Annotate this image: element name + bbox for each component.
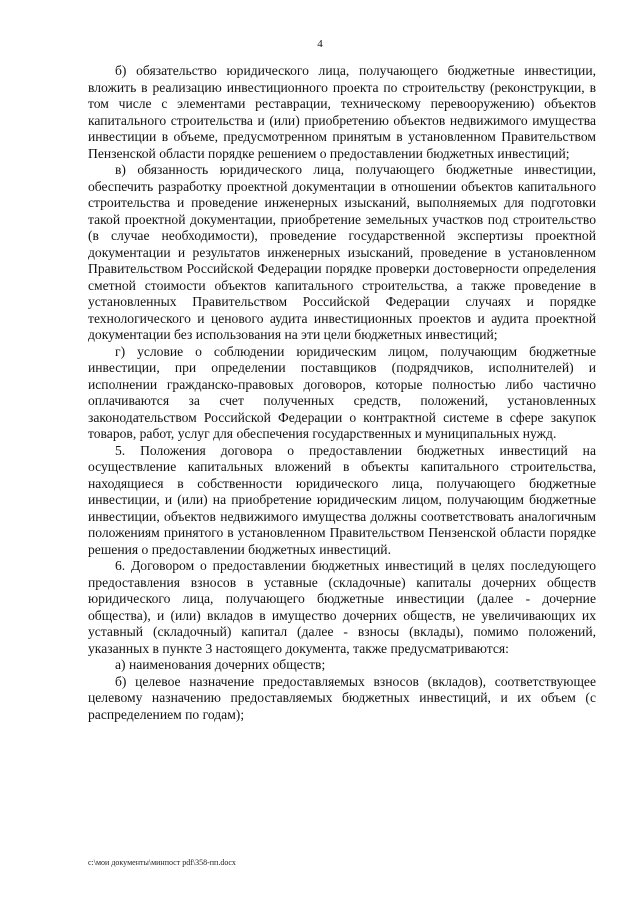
- page-number: 4: [317, 38, 323, 50]
- paragraph-6b: б) целевое назначение предоставляемых взносов (вкладов), соответствующее целевому назначению предоставляемых бюджетных инвестиций, и их объем (с распределением по годам);: [88, 673, 596, 722]
- document-body: [88, 63, 596, 723]
- paragraph-b-obligation: б) обязательство юридического лица, получающего бюджетные инвестиции, вложить в реализацию инвестиционного проекта по строительству (реконструкции, в том числе с элементами реставрации, техническому перевооружению) объектов капитального строительства и (или) приобретению объектов недвижимого имущества инвестиции в объеме, предусмотренном принятым в установленном Правительством Пензенской области порядке решением о предоставлении бюджетных инвестиций;: [88, 63, 596, 161]
- paragraph-g-condition: г) условие о соблюдении юридическим лицом, получающим бюджетные инвестиции, при определении поставщиков (подрядчиков, исполнителей) и исполнении гражданско-правовых договоров, которые полностью либо частично оплачиваются за счет полученных средств, положений, установленных законодательством Российской Федерации о контрактной системе в сфере закупок товаров, работ, услуг для обеспечения государственных и муниципальных нужд.: [88, 343, 596, 441]
- paragraph-5: 5. Положения договора о предоставлении бюджетных инвестиций на осуществление капитальных вложений в объекты капитального строительства, находящиеся в собственности юридического лица, получающего бюджетные инвестиции, и (или) на приобретение юридическим лицом, получающим бюджетные инвестиции, объектов недвижимого имущества должны соответствовать аналогичным положениям принятого в установленном Правительством Пензенской области порядке решения о предоставлении бюджетных инвестиций.: [88, 442, 596, 557]
- paragraph-6a: а) наименования дочерних обществ;: [115, 657, 326, 672]
- file-path-footer: c:\мои документы\минпост pdf\358-пп.docx: [88, 858, 236, 867]
- paragraph-6: 6. Договором о предоставлении бюджетных инвестиций в целях последующего предоставления взносов в уставные (складочные) капиталы дочерних обществ юридического лица, получающего бюджетные инвестиции (далее - дочерние общества), и (или) вкладов в имущество дочерних обществ, не увеличивающих их уставный (складочный) капитал (далее - взносы (вклады), помимо положений, указанных в пункте 3 настоящего документа, также предусматриваются:: [88, 558, 596, 656]
- paragraph-v-duty: в) обязанность юридического лица, получающего бюджетные инвестиции, обеспечить разработку проектной документации в отношении объектов капитального строительства и проведение инженерных изысканий, выполняемых для подготовки такой проектной документации, приобретение земельных участков под строительство (в случае необходимости), проведение государственной экспертизы проектной документации и результатов инженерных изысканий, проведение в установленном Правительством Российской Федерации порядке проверки достоверности определения сметной стоимости объектов капитального строительства, а также проведение в установленных Правительством Российской Федерации случаях и порядке технологического и ценового аудита инвестиционных проектов и аудита проектной документации без использования на эти цели бюджетных инвестиций;: [88, 162, 596, 342]
